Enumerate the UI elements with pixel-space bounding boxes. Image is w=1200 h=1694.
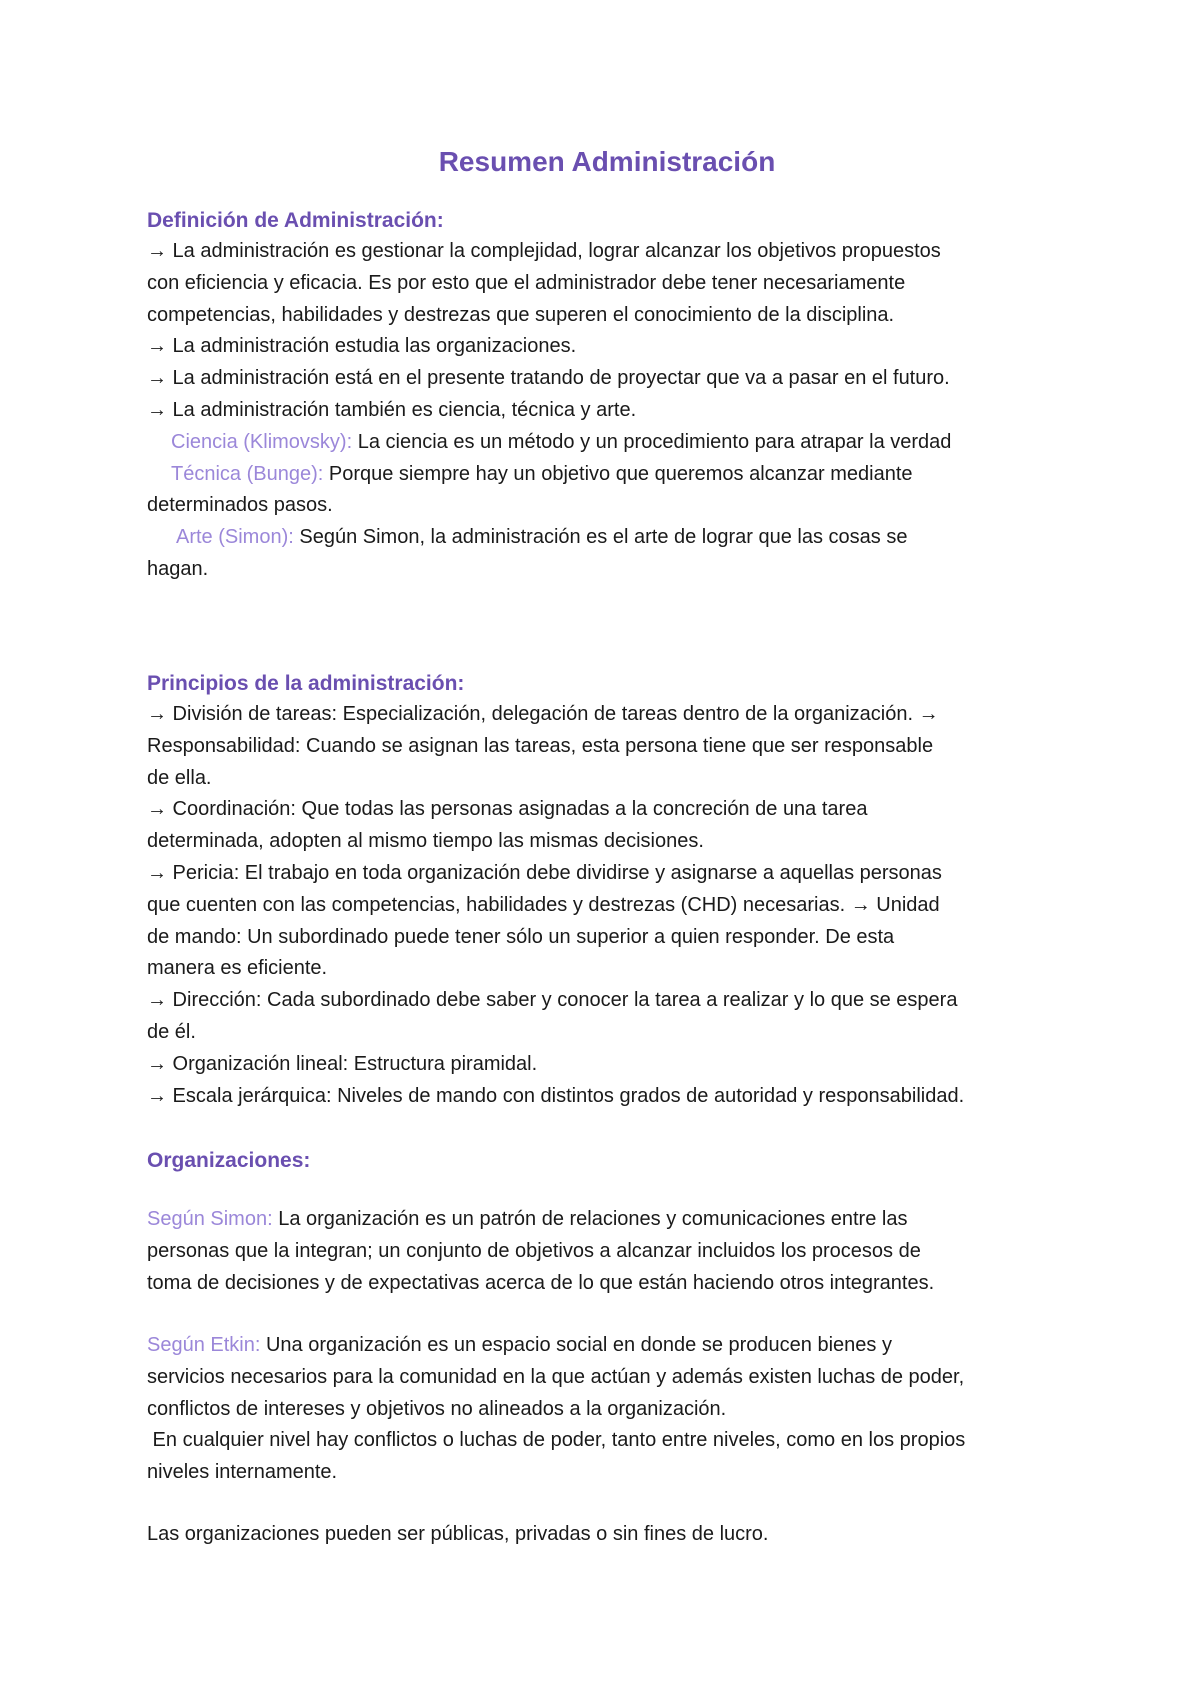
text-line: competencias, habilidades y destrezas que superen el conocimiento de la disciplina. bbox=[147, 303, 895, 326]
heading-definicion: Definición de Administración: bbox=[147, 209, 444, 232]
ciencia-text: La ciencia es un método y un procedimiento para atrapar la verdad bbox=[352, 430, 952, 453]
arte-text: Según Simon, la administración es el arte de lograr que las cosas se bbox=[293, 526, 908, 549]
text-line: En cualquier nivel hay conflictos o luchas de poder, tanto entre niveles, como en los propios bbox=[147, 1429, 966, 1452]
simon-label: Según Simon: bbox=[147, 1208, 273, 1230]
arte-label: Arte (Simon): bbox=[176, 526, 294, 549]
simon-definition bbox=[147, 1204, 1067, 1299]
text-line: → Coordinación: Que todas las personas asignadas a la concreción de una tarea bbox=[147, 798, 868, 821]
tecnica-label: Técnica (Bunge): bbox=[171, 462, 324, 485]
text-line: niveles internamente. bbox=[147, 1461, 338, 1484]
text-line: → Dirección: Cada subordinado debe saber y conocer la tarea a realizar y lo que se espera bbox=[147, 989, 958, 1012]
tecnica-text: Porque siempre hay un objetivo que queremos alcanzar mediante bbox=[323, 462, 913, 485]
heading-principios: Principios de la administración: bbox=[147, 672, 465, 695]
arte-line bbox=[147, 522, 1067, 554]
text-line: manera es eficiente. bbox=[147, 957, 328, 980]
tecnica-line bbox=[147, 459, 1067, 491]
text-line: con eficiencia y eficacia. Es por esto que el administrador debe tener necesariamente bbox=[147, 271, 906, 294]
text-line: → La administración es gestionar la complejidad, lograr alcanzar los objetivos propuestos bbox=[147, 240, 941, 262]
text-line: conflictos de intereses y objetivos no alineados a la organización. bbox=[147, 1397, 727, 1420]
text-line bbox=[147, 1204, 1067, 1236]
text-line bbox=[147, 1330, 1067, 1362]
text-line: → La administración también es ciencia, técnica y arte. bbox=[147, 398, 637, 421]
text-line: → Escala jerárquica: Niveles de mando con distintos grados de autoridad y responsabilidad. bbox=[147, 1084, 965, 1107]
text-line: → La administración estudia las organizaciones. bbox=[147, 335, 577, 358]
heading-organizaciones: Organizaciones: bbox=[147, 1149, 311, 1172]
etkin-text: Una organización es un espacio social en donde se producen bienes y bbox=[260, 1334, 892, 1356]
section-definicion bbox=[147, 206, 1067, 586]
text-line: de él. bbox=[147, 1020, 196, 1043]
text-line: toma de decisiones y de expectativas acerca de lo que están haciendo otros integrantes. bbox=[147, 1271, 935, 1294]
closing-paragraph bbox=[147, 1519, 1067, 1551]
simon-text: La organización es un patrón de relaciones y comunicaciones entre las bbox=[272, 1208, 908, 1230]
etkin-label: Según Etkin: bbox=[147, 1334, 261, 1356]
text-line: hagan. bbox=[147, 557, 209, 580]
ciencia-line bbox=[147, 427, 1067, 459]
text-line: → Organización lineal: Estructura piramidal. bbox=[147, 1052, 538, 1075]
text-line: determinados pasos. bbox=[147, 494, 333, 517]
document-title: Resumen Administración bbox=[438, 146, 776, 177]
text-line: Las organizaciones pueden ser públicas, privadas o sin fines de lucro. bbox=[147, 1523, 769, 1545]
section-principios bbox=[147, 669, 1067, 1112]
text-line: Responsabilidad: Cuando se asignan las tareas, esta persona tiene que ser responsable bbox=[147, 734, 934, 757]
ciencia-label: Ciencia (Klimovsky): bbox=[171, 430, 353, 453]
text-line: → División de tareas: Especialización, delegación de tareas dentro de la organización. → bbox=[147, 703, 939, 725]
text-line: de mando: Un subordinado puede tener sólo un superior a quien responder. De esta bbox=[147, 925, 895, 948]
text-line: que cuenten con las competencias, habilidades y destrezas (CHD) necesarias. → Unidad bbox=[147, 893, 940, 916]
text-line: personas que la integran; un conjunto de objetivos a alcanzar incluidos los procesos de bbox=[147, 1239, 921, 1262]
etkin-definition bbox=[147, 1330, 1067, 1489]
text-line: determinada, adopten al mismo tiempo las mismas decisiones. bbox=[147, 830, 704, 853]
text-line: → La administración está en el presente tratando de proyectar que va a pasar en el futuro. bbox=[147, 367, 950, 390]
text-line: servicios necesarios para la comunidad en la que actúan y además existen luchas de poder, bbox=[147, 1365, 965, 1388]
text-line: de ella. bbox=[147, 766, 212, 789]
text-line: → Pericia: El trabajo en toda organización debe dividirse y asignarse a aquellas personas bbox=[147, 861, 942, 884]
section-organizaciones bbox=[147, 1146, 1067, 1176]
